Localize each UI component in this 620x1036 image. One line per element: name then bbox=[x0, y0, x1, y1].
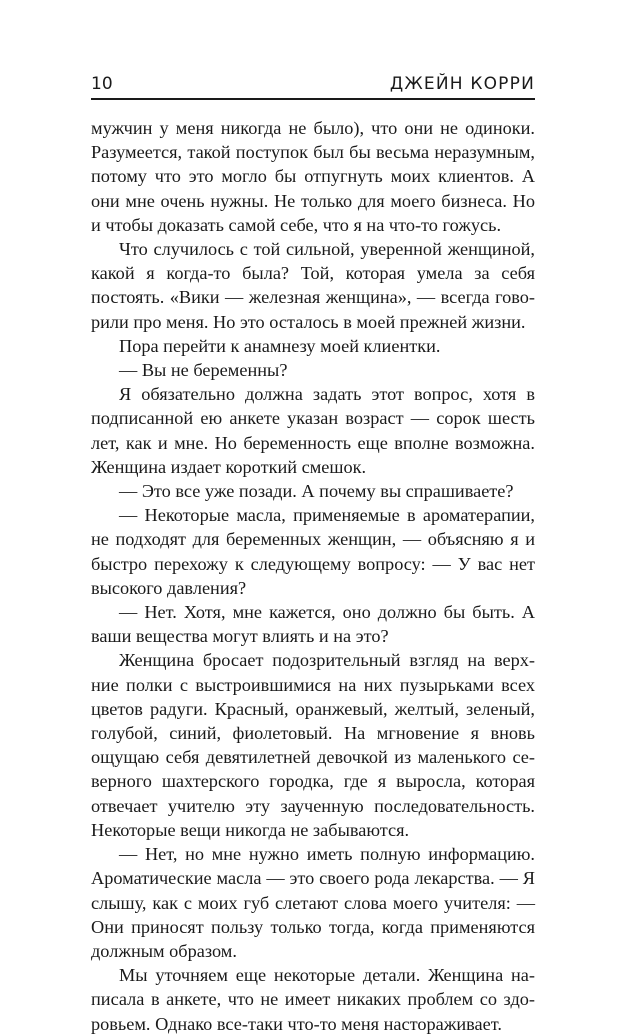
paragraph: Мы уточняем еще некоторые детали. Женщина написала в анкете, что не имеет никаких проблем со здоровьем. Однако все-таки что-то меня настораживает. bbox=[91, 965, 535, 1034]
page-header bbox=[91, 72, 535, 98]
paragraph: Женщина бросает подозрительный взгляд на верхние полки с выстроившимися на них пузырьками всех цветов радуги. Красный, оранжевый, желтый, зеленый, голубой, синий, фиолетовый. На мгновение я вновь ощущаю себя девятилетней девочкой из маленького северного шахтерского городка, где я выросла, которая отвечает учителю эту заученную последовательность. Некоторые вещи никогда не забываются. bbox=[91, 650, 535, 840]
paragraph: Что случилось с той сильной, уверенной женщиной, какой я когда-то была? Той, которая умела за себя постоять. «Вики — железная женщина», — всегда говорили про меня. Но это осталось в моей прежней жизни. bbox=[91, 239, 535, 332]
paragraph: — Некоторые масла, применяемые в ароматерапии, не подходят для беременных женщин, — объясняю я и быстро перехожу к следующему вопросу: — У вас нет высокого давления? bbox=[91, 505, 535, 598]
header-divider bbox=[91, 98, 535, 100]
paragraph: — Это все уже позади. А почему вы спрашиваете? bbox=[119, 481, 514, 502]
paragraph: мужчин у меня никогда не было), что они не одиноки. Разумеется, такой поступок был бы весьма неразумным, потому что это могло бы отпугнуть моих клиентов. А они мне очень нужны. Не только для моего бизнеса. Но и чтобы доказать самой себе, что я на что-то гожусь. bbox=[91, 118, 535, 235]
paragraph: Я обязательно должна задать этот вопрос, хотя в подписанной ею анкете указан возраст — сорок шесть лет, как и мне. Но беременность еще вполне возможна. Женщина издает короткий смешок. bbox=[91, 384, 535, 477]
body-text bbox=[91, 116, 535, 1036]
paragraph: Пора перейти к анамнезу моей клиентки. bbox=[119, 335, 441, 356]
paragraph: — Нет. Хотя, мне кажется, оно должно бы быть. А ваши вещества могут влиять и на это? bbox=[91, 602, 535, 647]
page-number: 10 bbox=[91, 74, 113, 94]
paragraph: — Нет, но мне нужно иметь полную информацию. Ароматические масла — это своего рода лекарства. — Я слышу, как с моих губ слетают слова моего учителя: — Они приносят пользу только тогда, когда применяются должным образом. bbox=[91, 844, 535, 961]
running-head-author: ДЖЕЙН КОРРИ bbox=[389, 74, 535, 94]
paragraph: — Вы не беременны? bbox=[119, 360, 288, 381]
